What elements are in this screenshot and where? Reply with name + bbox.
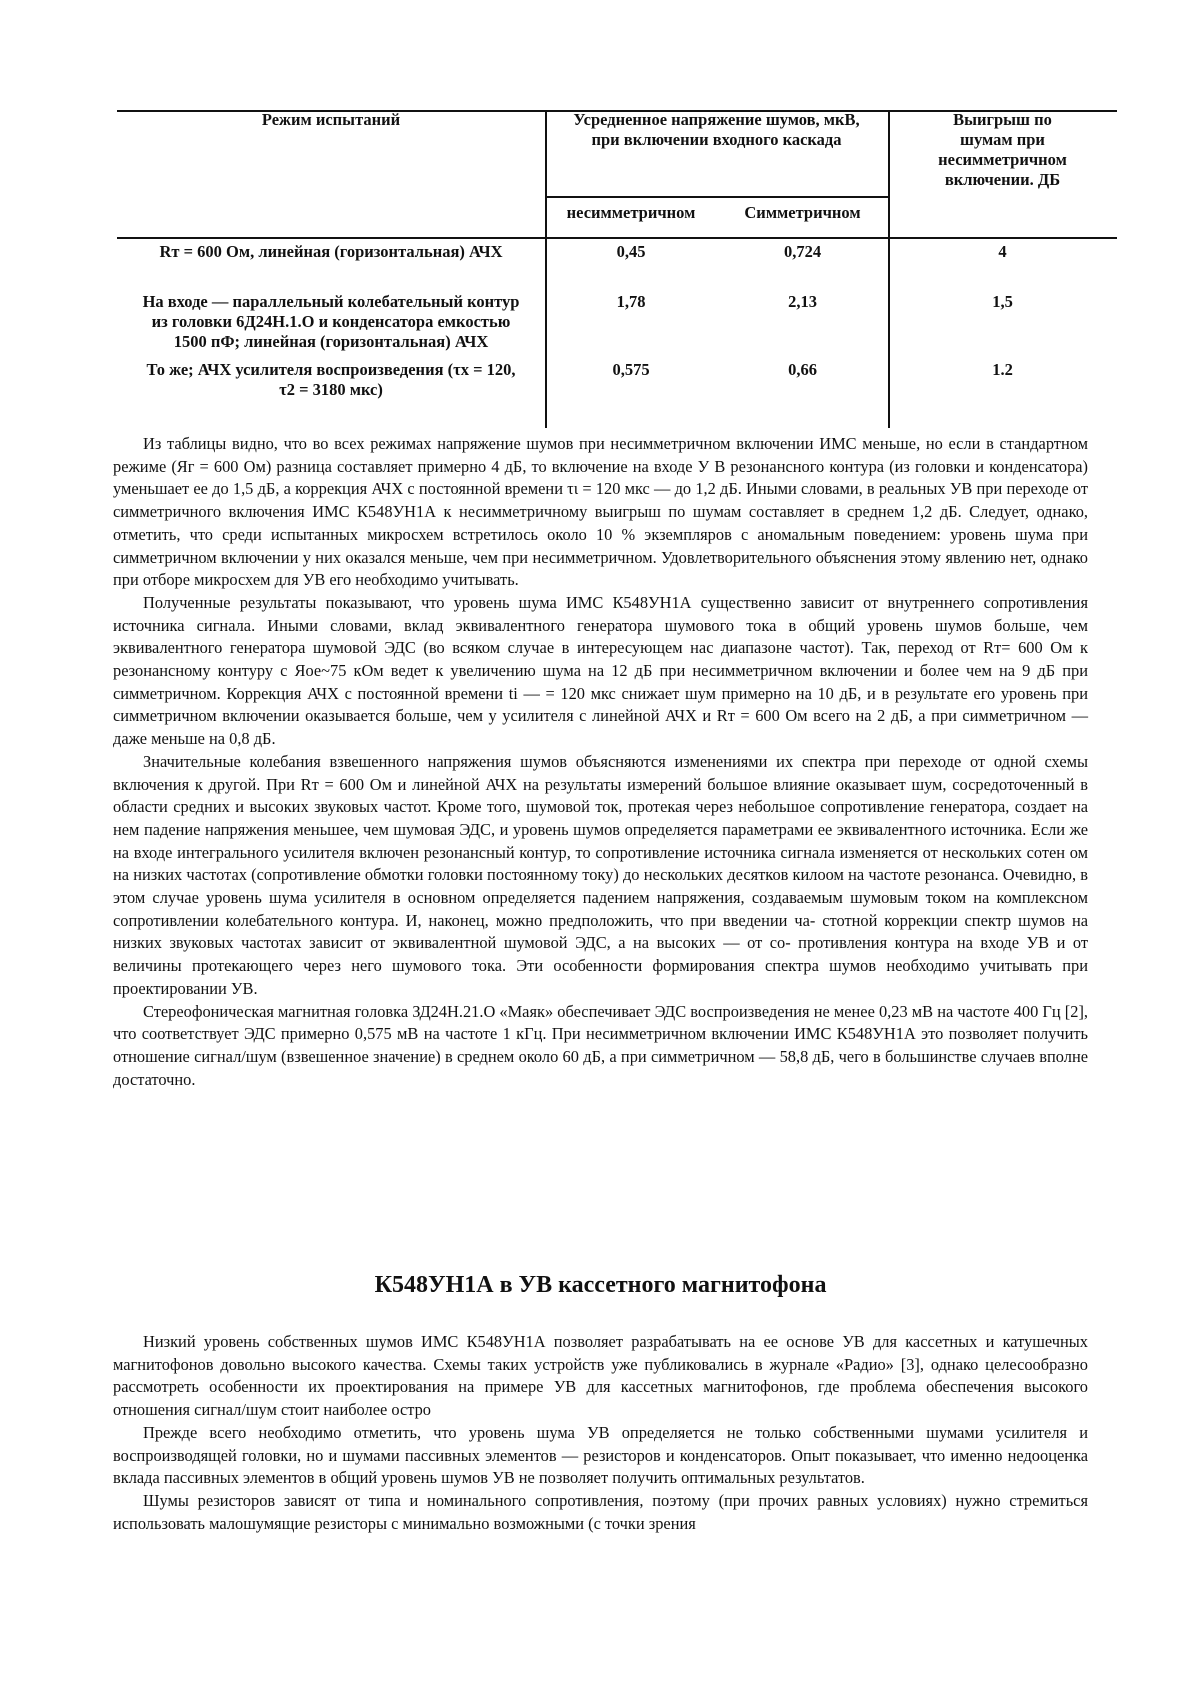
header-noise-line-2: при включении входного каскада: [591, 130, 842, 149]
section-heading: К548УН1А в УВ кассетного магнитофона: [374, 1272, 827, 1298]
paragraph: Полученные результаты показывают, что уровень шума ИМС К548УН1А существенно зависит от внутреннего сопротивления источника сигнала. Иными словами, вклад эквивалентного генератора шумового тока в общий уровень шумов больше, чем эквивалентного генератора шумовой ЭДС (во всяком случае в интересующем нас диапазоне частот). Так, переход от Rт= 600 Ом к резонансному контуру с Яое~75 кОм ведет к увеличению шума на 12 дБ при несимметричном включении и более чем на 9 дБ при симметричном. Коррекция АЧХ с постоянной времени ti — = 120 мкс снижает шум примерно на 10 дБ, и в результате его уровень при симметричном включении оказывается больше, чем у усилителя с линейной АЧХ и Rт = 600 Ом всего на 2 дБ, а при симметричном — даже меньше на 0,8 дБ.: [113, 592, 1088, 749]
table-row-2-mode: [117, 292, 545, 352]
subheader-asymmetric: несимметричном: [566, 203, 696, 222]
subheader-rule: [545, 196, 888, 198]
paragraph: Стереофоническая магнитная головка ЗД24Н.21.О «Маяк» обеспечивает ЭДС воспроизведения не менее 0,23 мВ на частоте 400 Гц [2], что соответствует ЭДС примерно 0,575 мВ на частоте 1 кГц. При несимметричном включении ИМС К548УН1А это позволяет получить отношение сигнал/шум (взвешенное значение) в среднем около 60 дБ, а при симметричном — 58,8 дБ, чего в большинстве случаев вполне достаточно.: [113, 1001, 1088, 1089]
header-gain-line: включении. ДБ: [944, 170, 1061, 189]
header-bottom-rule: [117, 237, 1117, 239]
table-row-2-gain: 1,5: [992, 292, 1013, 311]
row-mode-line: То же; АЧХ усилителя воспроизведения (τх = 120,: [146, 360, 516, 379]
paragraph: Прежде всего необходимо отметить, что уровень шума УВ определяется не только собственными шумами усилителя и воспроизводящей головки, но и шумами пассивных элементов — резисторов и конденсаторов. Опыт показывает, что именно недооценка вклада пассивных элементов в общий уровень шумов УВ не позволяет получить оптимальных результатов.: [113, 1422, 1088, 1488]
row-mode-line: τ2 = 3180 мкс): [279, 380, 383, 399]
table-row-3-sym: 0,66: [788, 360, 817, 379]
table-row-1-sym: 0,724: [783, 242, 822, 261]
table-row-1-mode: [117, 242, 545, 262]
body-text-bottom: [113, 1331, 1088, 1535]
header-noise-line-1: Усредненное напряжение шумов, мкВ,: [573, 110, 860, 129]
header-test-mode: Режим испытаний: [261, 110, 401, 129]
row-mode-line: На входе — параллельный колебательный контур: [142, 292, 520, 311]
header-gain-line: несимметричном: [938, 150, 1067, 169]
table-row-2-sym: 2,13: [788, 292, 817, 311]
table-row-1-asym: 0,45: [616, 242, 646, 261]
paragraph: Низкий уровень собственных шумов ИМС К548УН1А позволяет разрабатывать на ее основе УВ для кассетных и катушечных магнитофонов довольно высокого качества. Схемы таких устройств уже публиковались в журнале «Радио» [3], однако целесообразно рассмотреть особенности их проектирования на примере УВ для кассетных магнитофонов, где проблема обеспечения высокого отношения сигнал/шум стоит наиболее остро: [113, 1332, 1088, 1420]
table-row-3-mode: [117, 360, 545, 400]
row-mode-line: 1500 пФ; линейная (горизонтальная) АЧХ: [173, 332, 489, 351]
noise-table: [117, 110, 1117, 430]
header-gain-line: шумам при: [960, 130, 1045, 149]
header-noise-gain: [888, 110, 1117, 190]
col-divider-1: [545, 110, 547, 428]
body-text-top: [113, 433, 1088, 1091]
row-mode-line: из головки 6Д24Н.1.О и конденсатора емкостью: [151, 312, 511, 331]
paragraph: Значительные колебания взвешенного напряжения шумов объясняются изменениями их спектра при переходе от одной схемы включения к другой. При Rт = 600 Ом и линейной АЧХ на результаты измерений большое влияние оказывает шум, сосредоточенный в области средних и высоких звуковых частот. Кроме того, шумовой ток, протекая через небольшое сопротивление генератора, создает на нем падение напряжения меньшее, чем шумовая ЭДС, и уровень шумов определяется параметрами ее эквивалентного источника. Если же на входе интегрального усилителя включен резонансный контур, то сопротивление источника сигнала изменяется от нескольких сотен ом на низких частотах (сопротивление обмотки головки постоянному току) до нескольких десятков килоом на частоте резонанса. Очевидно, в этом случае уровень шума усилителя в основном определяется падением напряжения, создаваемым шумовым током на комплексном сопротивлении колебательного контура. И, наконец, можно предположить, что при введении ча- стотной коррекции спектр шумов на низких звуковых частотах зависит от эквивалентной шумовой ЭДС, а на высоких — от со- противления контура на входе УВ и от величины протекающего через него шумового тока. Эти особенности формирования спектра шумов необходимо учитывать при проектировании УВ.: [113, 751, 1088, 998]
table-row-1-gain: 4: [998, 242, 1007, 261]
subheader-symmetric: Симметричном: [744, 203, 861, 222]
header-gain-line: Выигрыш по: [953, 110, 1052, 129]
table-row-2-asym: 1,78: [616, 292, 646, 311]
header-noise-voltage: [545, 110, 888, 150]
table-row-3-asym: 0,575: [612, 360, 650, 379]
row-mode-line: Rт = 600 Ом, линейная (горизонтальная) АЧХ: [159, 242, 503, 261]
table-row-3-gain: 1.2: [992, 360, 1013, 379]
paragraph: Из таблицы видно, что во всех режимах напряжение шумов при несимметричном включении ИМС меньше, но если в стандартном режиме (Яг = 600 Ом) разница составляет примерно 4 дБ, то включение на входе У В резонансного контура (из головки и конденсатора) уменьшает ее до 1,5 дБ, а коррекция АЧХ с постоянной времени τι = 120 мкс — до 1,2 дБ. Иными словами, в реальных УВ при переходе от симметричного включения ИМС К548УН1А к несимметричному выигрыш по шумам составляет в среднем 1,2 дБ. Следует, однако, отметить, что среди испытанных микросхем встретилось около 10 % экземпляров с аномальным поведением: уровень шума при симметричном включении у них оказался меньше, чем при несимметричном. Удовлетворительного объяснения этому явлению нет, однако при отборе микросхем для УВ его необходимо учитывать.: [113, 434, 1088, 590]
paragraph: Шумы резисторов зависят от типа и номинального сопротивления, поэтому (при прочих равных условиях) нужно стремиться использовать малошумящие резисторы с минимально возможными (с точки зрения: [113, 1490, 1088, 1533]
